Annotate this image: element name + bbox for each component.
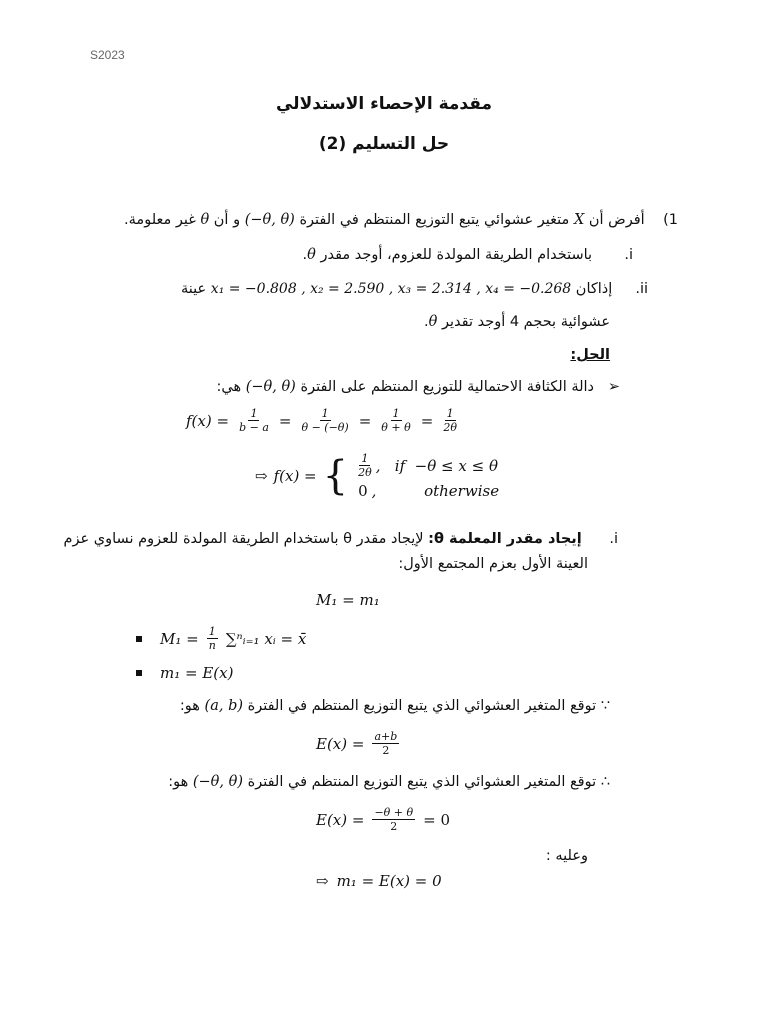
problem-statement [124,212,678,228]
density-intro-text: دالة الكثافة الاحتمالية للتوزيع المنتظم على الفترة [295,379,595,395]
document-code: S2023 [90,48,125,62]
because-icon: ∵ [600,698,610,714]
ex2-frac [372,806,415,833]
problem-number: 1) [663,212,678,228]
hence-label: وعليه : [545,848,588,864]
frac-1 [237,407,271,434]
page-subtitle: حل التسليم (2) [318,134,450,154]
density-interval: (−θ, θ) [245,379,296,395]
square-bullet-icon [136,636,142,642]
statement-theta: θ [200,212,210,228]
solution-part-i-bold: إيجاد مقدر المعلمة θ: [428,531,582,547]
density-intro [216,379,620,395]
part-ii-values: x₁ = −0.808 , x₂ = 2.590 , x₃ = 2.314 , x₄ = −0.268 [210,281,572,297]
statement-a: أفرض أن [584,212,645,228]
bullet1-frac-num: 1 [208,625,216,638]
ex1-den: 2 [382,744,390,757]
frac-1-den: b − a [239,421,269,434]
because-line [180,698,610,714]
bullet1-lhs: M₁ = [160,629,199,648]
piece1-frac [356,452,374,479]
statement-b: متغير عشوائي يتبع التوزيع المنتظم في الفترة [294,212,574,228]
piece1-num: 1 [361,452,369,465]
bullet1-frac-den: n [208,639,216,652]
frac-3 [379,407,412,434]
because-interval: (a, b) [204,698,244,714]
therefore-line [168,774,610,790]
density-suffix: هي: [216,379,246,395]
frac-4-num: 1 [446,407,454,420]
piece2-val: 0 [358,482,368,500]
ex1-lhs: E(x) = [316,734,365,753]
part-ii-theta: θ [428,314,438,330]
problem-part-i: i. باستخدام الطريقة المولدة للعزوم، أوجد مقدر θ. [302,247,633,263]
statement-d: غير معلومة. [124,212,201,228]
frac-2-den: θ − (−θ) [301,421,349,434]
part-ii-text-a: إذاكان [571,281,613,297]
ex2-lhs: E(x) = [316,810,365,829]
ex1-num: a+b [374,730,398,743]
statement-interval: (−θ, θ) [244,212,295,228]
f-lhs: f(x) = [186,411,230,430]
piecewise-formula: ⇨ f(x) = { $\frac{1}{2\theta}$ , if −θ ≤ x ≤ θ 0 , otherwise [255,452,500,500]
solution-part-i [64,531,618,547]
statement-c: و أن [209,212,245,228]
solution-heading: الحل: [570,347,610,363]
moment-equation: M₁ = m₁ [316,591,380,609]
expectation-theta [316,806,450,833]
final-eq: m₁ = E(x) = 0 [336,872,442,890]
part-ii-text-b: عينة [181,281,211,297]
therefore-interval: (−θ, θ) [192,774,244,790]
part-i-theta: θ [307,247,316,263]
problem-part-ii [181,281,648,297]
piece2-cond: , otherwise [371,482,500,500]
density-formula: f(x) = $\frac{1}{b - a}$ = $\frac{1}{\theta - (-\theta)}$ = $\frac{1}{\theta + \theta}$ = $\frac{1}{2\theta}$ [186,407,457,434]
page-title: مقدمة الإحصاء الاستدلالي [275,94,493,114]
therefore-text: توقع المتغير العشوائي الذي يتبع التوزيع المنتظم في الفترة [243,774,601,790]
part-i-label: i. [624,247,633,263]
frac-1-num: 1 [250,407,258,420]
bullet1-frac [207,625,218,652]
part-ii-line2: عشوائية بحجم 4 أوجد تقدير [437,314,610,330]
solution-part-i-text: لإيجاد مقدر θ باستخدام الطريقة المولدة للعزوم نساوي عزم [63,531,429,547]
frac-3-num: 1 [392,407,400,420]
frac-2 [299,407,350,434]
expectation-ab [316,730,401,757]
bullet-population-moment [136,664,233,682]
part-ii-label: ii. [635,281,648,297]
final-arrow-icon: ⇨ [316,872,329,890]
frac-4-den: 2θ [443,421,457,434]
bullet-sample-moment [136,625,306,652]
solution-part-i-label: i. [609,531,618,547]
piece-lhs: f(x) = [273,467,317,485]
therefore-suffix: هو: [168,774,193,790]
frac-2-num: 1 [321,407,329,420]
statement-var: X [573,212,585,228]
problem-part-ii-line2: عشوائية بحجم 4 أوجد تقدير θ. [424,314,610,330]
piece1-cond: , if −θ ≤ x ≤ θ [375,456,498,475]
bullet1-sum: ∑ⁿᵢ₌₁ xᵢ = x̄ [225,629,307,648]
piece-arrow-icon: ⇨ [255,467,268,485]
piece1-den: 2θ [358,466,372,479]
because-suffix: هو: [179,698,205,714]
bullet2-text: m₁ = E(x) [160,664,234,682]
part-i-text: باستخدام الطريقة المولدة للعزوم، أوجد مقدر [315,247,593,263]
square-bullet-icon [136,670,142,676]
ex2-den: 2 [390,820,398,833]
ex2-num: −θ + θ [374,806,414,819]
final-equation [316,872,442,890]
arrow-bullet-icon: ➢ [607,379,620,395]
frac-4 [441,407,459,434]
because-text: توقع المتغير العشوائي الذي يتبع التوزيع المنتظم في الفترة [243,698,601,714]
therefore-icon: ∴ [600,774,610,790]
ex2-rhs: = 0 [423,810,451,829]
ex1-frac [372,730,399,757]
solution-part-i-line2: العينة الأول بعزم المجتمع الأول: [398,556,588,572]
frac-3-den: θ + θ [381,421,411,434]
